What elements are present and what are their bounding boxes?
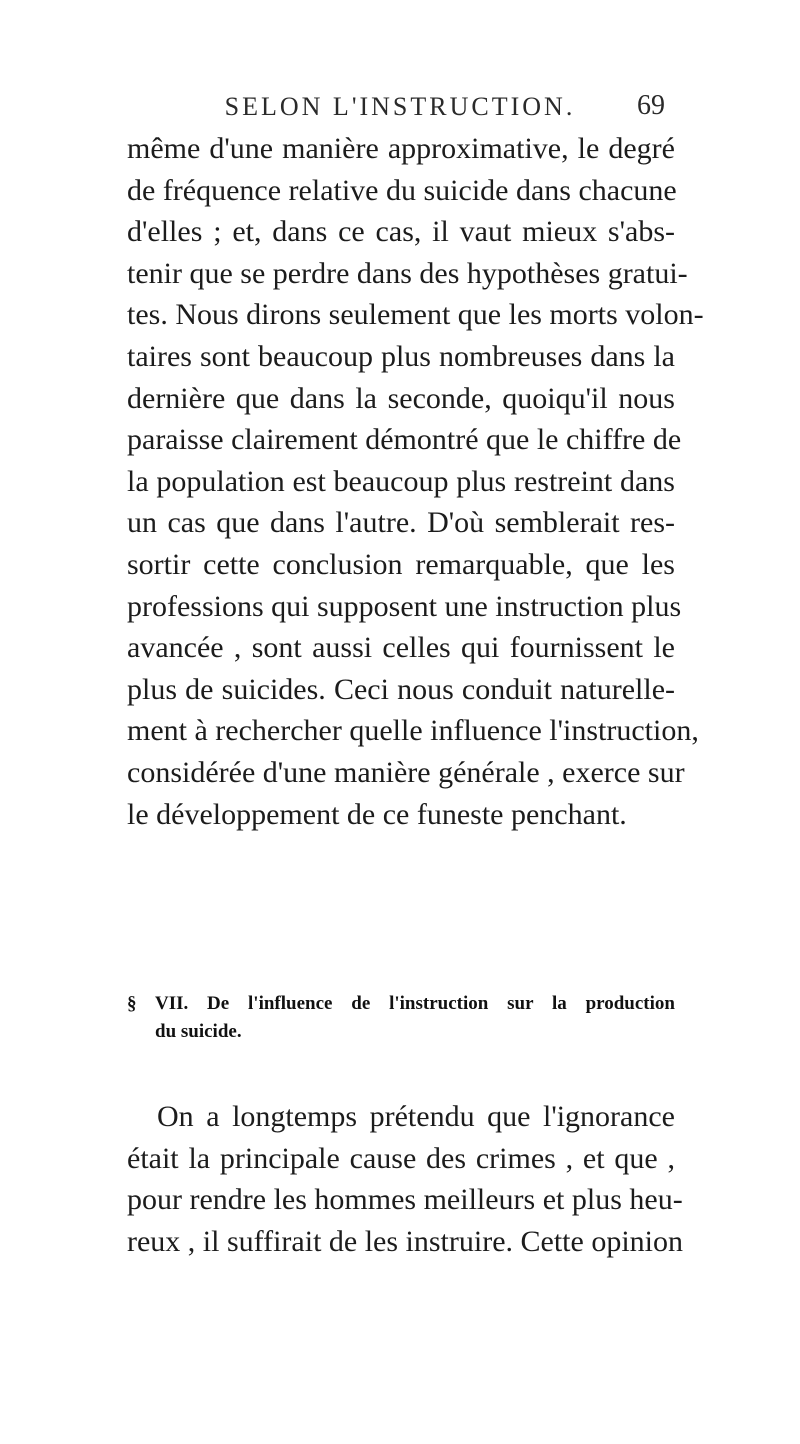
page-number: 69 [637, 90, 665, 121]
text-line: ment à rechercher quelle influence l'instruction, [127, 714, 699, 748]
text-line: de fréquence relative du suicide dans chacune [127, 173, 677, 207]
text-line: pour rendre les hommes meilleurs et plus heu- [127, 1183, 683, 1217]
text-line: tes. Nous dirons seulement que les morts volon- [127, 298, 704, 332]
text-line: avancée , sont aussi celles qui fournissent le [127, 631, 675, 665]
text-line: professions qui supposent une instruction plus [127, 589, 682, 623]
text-line: un cas que dans l'autre. D'où semblerait res- [127, 506, 675, 540]
text-line: reux , il suffirait de les instruire. Cette opinion [127, 1224, 683, 1258]
paragraph-2 [127, 1096, 683, 1262]
text-line: considérée d'une manière générale , exerce sur [127, 755, 685, 789]
text-line: dernière que dans la seconde, quoiqu'il nous [127, 381, 675, 415]
text-line: On a longtemps prétendu que l'ignorance [157, 1100, 675, 1133]
text-line: taires sont beaucoup plus nombreuses dans la [127, 339, 675, 373]
text-line: même d'une manière approximative, le degré [127, 132, 675, 165]
text-line: tenir que se perdre dans des hypothèses gratui- [127, 256, 688, 290]
running-head: SELON L'INSTRUCTION. [224, 92, 576, 121]
text-line: d'elles ; et, dans ce cas, il vaut mieux s'abs- [127, 215, 675, 249]
text-line: sortir cette conclusion remarquable, que les [127, 547, 675, 581]
paragraph-1 [127, 128, 704, 835]
section-heading-line: du suicide. [155, 1021, 242, 1042]
text-line: plus de suicides. Ceci nous conduit naturelle- [127, 672, 675, 706]
section-heading-line: § VII. De l'influence de l'instruction sur la production [127, 993, 675, 1014]
section-heading [127, 990, 675, 1046]
text-line: la population est beaucoup plus restreint dans [127, 464, 675, 498]
text-line: le développement de ce funeste penchant. [127, 797, 627, 831]
text-line: était la principale cause des crimes , et que , [127, 1141, 675, 1175]
text-line: paraisse clairement démontré que le chiffre de [127, 423, 682, 457]
